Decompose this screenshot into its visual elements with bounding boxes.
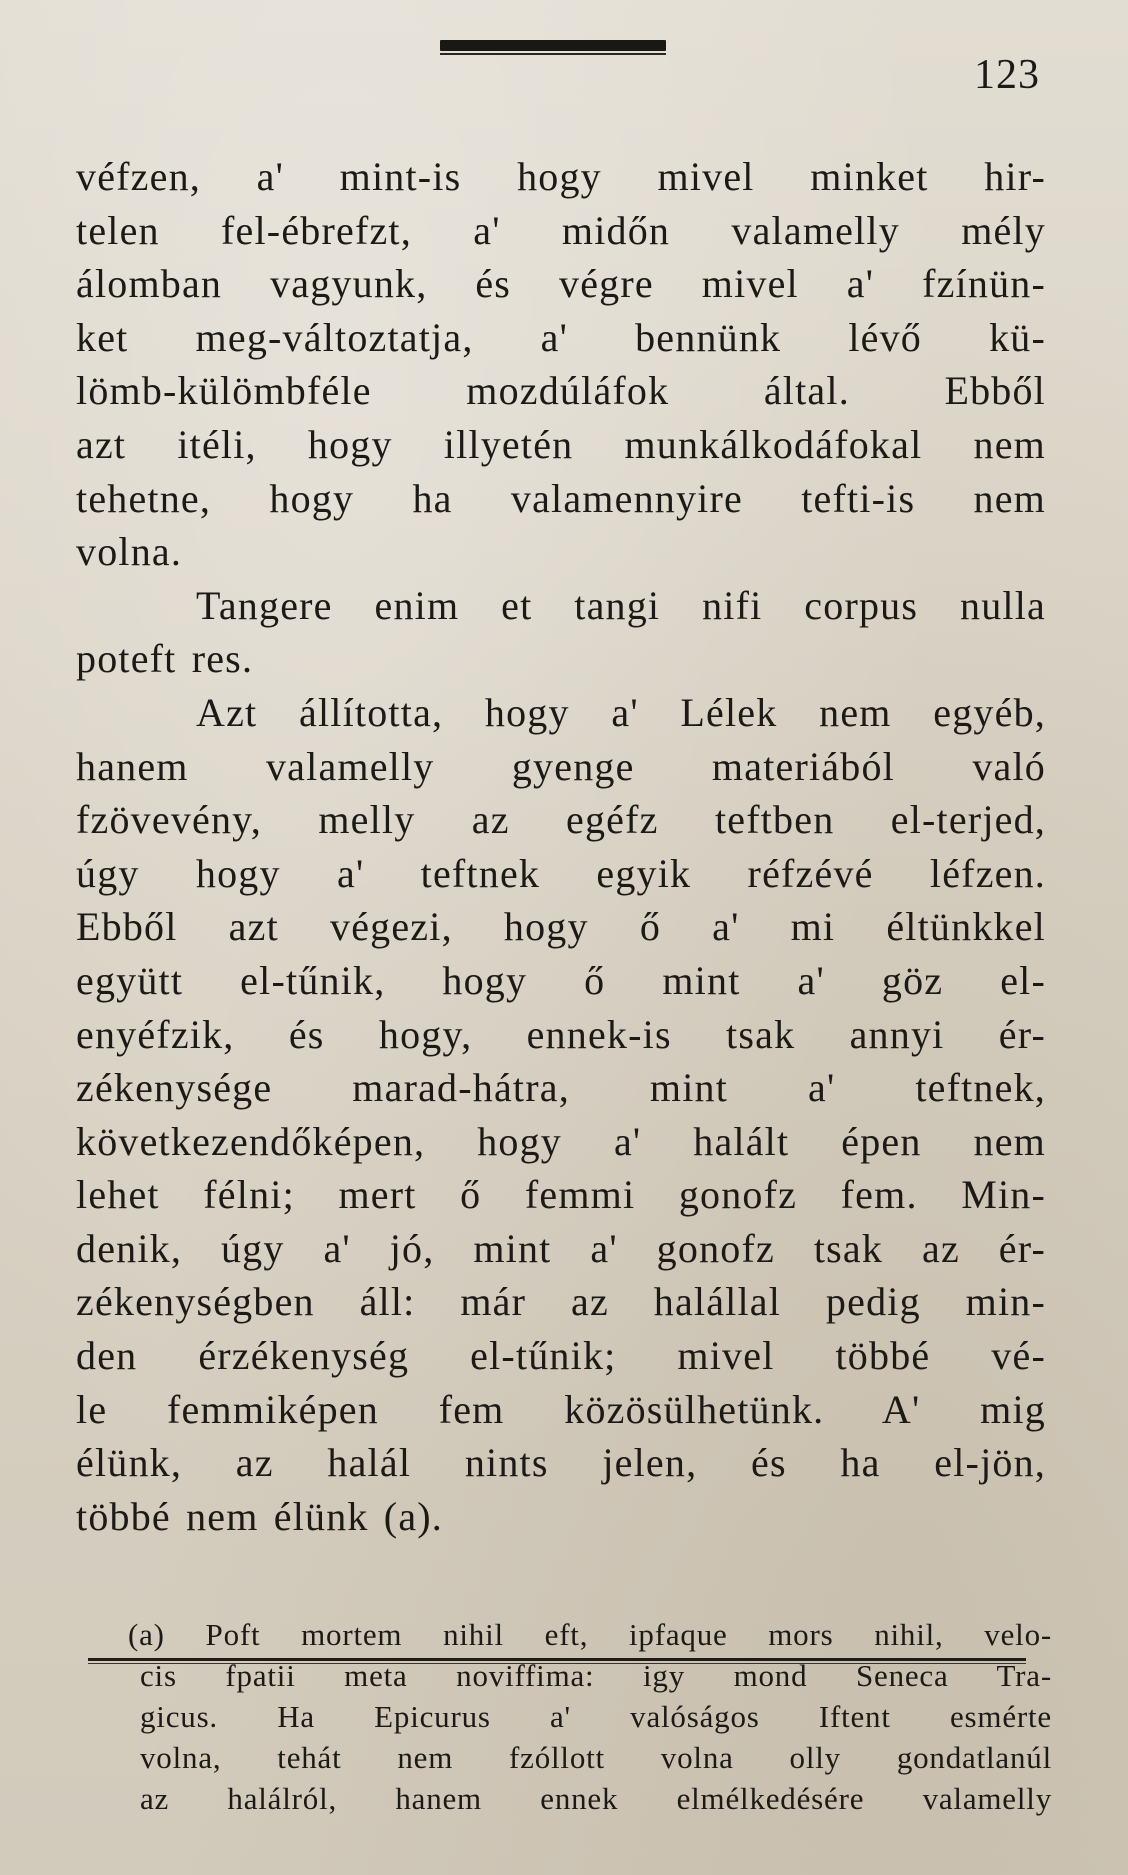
header-rule-thick bbox=[440, 40, 666, 51]
text-line: lehet félni; mert ő femmi gonofz fem. Min- bbox=[76, 1172, 1046, 1218]
text-line: álomban vagyunk, és végre mivel a' fzínün- bbox=[76, 261, 1046, 307]
text-line: ket meg-változtatja, a' bennünk lévő kü- bbox=[76, 314, 1046, 360]
text-line: tehetne, hogy ha valamennyire tefti-is nem bbox=[76, 475, 1046, 521]
text-line: hanem valamelly gyenge materiából való bbox=[76, 743, 1046, 789]
text-line: denik, úgy a' jó, mint a' gonofz tsak az ér- bbox=[76, 1225, 1046, 1271]
text-line: véfzen, a' mint-is hogy mivel minket hir- bbox=[76, 154, 1046, 199]
header-rule-thin bbox=[440, 53, 666, 55]
text-line: fzövevény, melly az egéfz teftben el-terjed, bbox=[76, 797, 1046, 843]
text-line: együtt el-tűnik, hogy ő mint a' göz el- bbox=[76, 957, 1046, 1003]
footnote-line: volna, tehát nem fzóllott volna olly gondatlanúl bbox=[140, 1740, 1052, 1775]
text-line: enyéfzik, és hogy, ennek-is tsak annyi ér- bbox=[76, 1011, 1046, 1057]
footnote-line: cis fpatii meta noviffima: igy mond Seneca Tra- bbox=[140, 1658, 1052, 1693]
text-line: Azt állította, hogy a' Lélek nem egyéb, bbox=[196, 689, 1046, 735]
main-text bbox=[76, 150, 1046, 1543]
text-line: Ebből azt végezi, hogy ő a' mi éltünkkel bbox=[76, 904, 1046, 950]
text-line: többé nem élünk (a). bbox=[76, 1493, 443, 1539]
text-line: le femmiképen fem közösülhetünk. A' mig bbox=[76, 1386, 1046, 1432]
footnote-line: az halálról, hanem ennek elmélkedésére valamelly bbox=[140, 1781, 1052, 1816]
text-line: volna. bbox=[76, 529, 183, 575]
header-ornamental-rule bbox=[440, 40, 666, 56]
latin-quote-line: poteft res. bbox=[76, 636, 254, 682]
text-line: élünk, az halál nints jelen, és ha el-jön, bbox=[76, 1440, 1046, 1486]
footnote-line: (a) Poft mortem nihil eft, ipfaque mors nihil, velo- bbox=[128, 1617, 1052, 1652]
footnote-line: gicus. Ha Epicurus a' valóságos Iftent esmérte bbox=[140, 1699, 1052, 1734]
text-line: azt itéli, hogy illyetén munkálkodáfokal nem bbox=[76, 421, 1046, 467]
footnote-text-real bbox=[128, 1614, 1052, 1819]
page-number: 123 bbox=[974, 52, 1040, 98]
text-line: telen fel-ébrefzt, a' midőn valamelly mély bbox=[76, 207, 1046, 253]
text-line: den érzékenység el-tűnik; mivel többé vé- bbox=[76, 1333, 1046, 1379]
text-line: lömb-külömbféle mozdúláfok által. Ebből bbox=[76, 368, 1046, 414]
text-line: úgy hogy a' teftnek egyik réfzévé léfzen. bbox=[76, 850, 1046, 896]
text-line: következendőképen, hogy a' halált épen nem bbox=[76, 1118, 1046, 1164]
latin-quote-line: Tangere enim et tangi nifi corpus nulla bbox=[196, 582, 1046, 628]
text-line: zékenységben áll: már az halállal pedig min- bbox=[76, 1279, 1046, 1325]
text-line: zékenysége marad-hátra, mint a' teftnek, bbox=[76, 1065, 1046, 1111]
